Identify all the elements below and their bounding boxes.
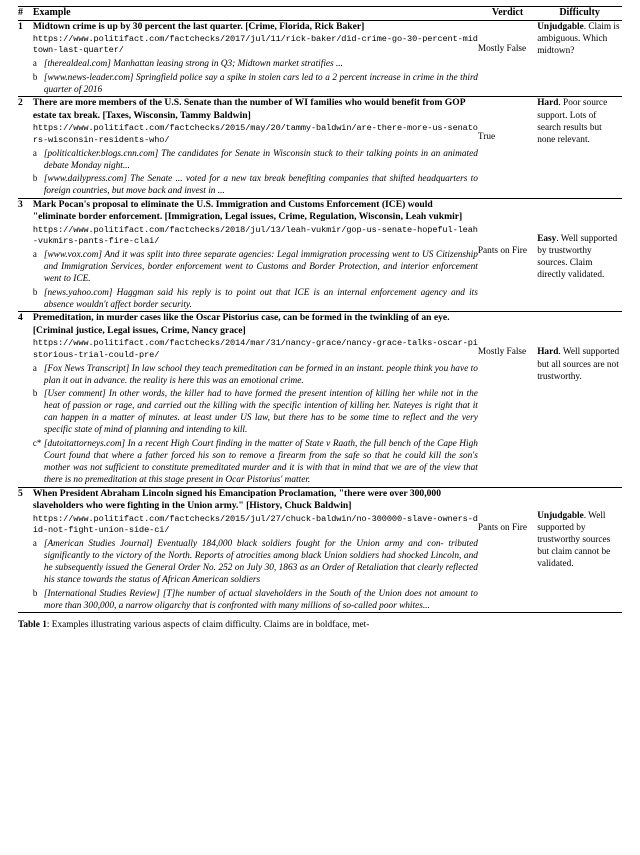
row-index: 2: [18, 97, 23, 109]
evidence-snippet: [33, 287, 478, 311]
row-index: 5: [18, 487, 23, 499]
snippet-text: [www.dailypress.com] The Senate ... voted for a new tax break benefiting companies that shifted headquarters to foreign countries, but move back and invest in ...: [43, 174, 478, 197]
row-difficulty: [537, 20, 622, 97]
evidence-snippet: [33, 173, 478, 197]
table-row: [18, 312, 622, 487]
snippet-label: b: [32, 587, 38, 598]
table-row: [18, 20, 622, 97]
verdict-label: Pants on Fire: [477, 245, 527, 256]
difficulty-level: Unjudgable: [537, 21, 584, 32]
column-header-example: Example: [32, 7, 71, 18]
paper-page: [0, 6, 640, 632]
evidence-snippet: [33, 388, 478, 436]
claim-text: There are more members of the U.S. Senate than the number of WI families who would benefit from GOP estate tax break. [Taxes, Wisconsin, Tammy Baldwin]: [32, 97, 466, 121]
snippet-text: [www.vox.com] And it was split into three separate agencies: Legal immigration processing went to US Citizenship and Immigration Services, border enforcement went to Customs and Border Protection, and interior enforcement went to ICE.: [43, 250, 478, 285]
snippet-text: [news.yahoo.com] Haggman said his reply is to point out that ICE is an internal enforcement agency and its absence wouldn't affect border security.: [43, 287, 478, 310]
difficulty-level: Easy: [537, 233, 557, 244]
row-verdict: [478, 97, 537, 198]
claim-text: Midtown crime is up by 30 percent the last quarter. [Crime, Florida, Rick Baker]: [32, 20, 365, 32]
difficulty-reason: . Poor source support. Lots of search results but none relevant.: [537, 98, 608, 145]
row-index: 4: [18, 312, 23, 324]
evidence-snippet: [33, 72, 478, 96]
evidence-snippet: [33, 58, 478, 70]
claim-text: When President Abraham Lincoln signed his Emancipation Proclamation, "there were over 300,000 slaveholders who were fighting in the Union army." [History, Chuck Baldwin]: [32, 487, 442, 512]
row-example: [33, 20, 478, 97]
row-verdict: [478, 487, 537, 613]
source-url[interactable]: https://www.politifact.com/factchecks/2014/mar/31/nancy-grace/nancy-grace-talks-oscar-pistorious-trial-could-pre/: [32, 338, 478, 360]
snippet-text: [politicalticker.blogs.cnn.com] The candidates for Senate in Wisconsin stuck to their talking points in an animated debate Monday night...: [43, 148, 478, 171]
table-caption: [18, 619, 622, 631]
snippet-label: b: [32, 72, 38, 83]
difficulty-level: Unjudgable: [537, 510, 584, 521]
row-example: [33, 97, 478, 198]
difficulty-text: [537, 312, 622, 382]
snippet-text: [therealdeal.com] Manhattan leasing strong in Q3; Midtown market stratifies ...: [43, 59, 343, 70]
table-row: [18, 198, 622, 312]
claim-text: Premeditation, in murder cases like the Oscar Pistorius case, can be formed in the twinkling of an eye. [Criminal justice, Legal issues, Crime, Nancy grace]: [32, 312, 450, 336]
evidence-snippet: [33, 588, 478, 612]
row-verdict: [478, 312, 537, 487]
difficulty-reason: . Well supported by trustworthy sources. Claim directly validated.: [537, 233, 618, 281]
snippet-label: b: [32, 286, 38, 297]
difficulty-text: [537, 488, 622, 570]
table-row: [18, 97, 622, 198]
table-body: [18, 20, 622, 613]
caption-text: : Examples illustrating various aspects of claim difficulty. Claims are in boldface, met-: [46, 620, 370, 631]
snippet-text: [www.news-leader.com] Springfield police say a spike in stolen cars led to a 2 percent increase in crime in the third quarter of 2016: [43, 72, 478, 95]
difficulty-level: Hard: [537, 98, 559, 109]
verdict-label: True: [477, 132, 496, 143]
row-example: [33, 198, 478, 312]
difficulty-text: [537, 199, 622, 281]
row-difficulty: [537, 487, 622, 613]
snippet-text: [Fox News Transcript] In law school they teach premeditation can be formed in an instant. people think you have to plan it out in advance. the reality is here this was an emotional crime.: [43, 363, 478, 386]
evidence-snippet: [33, 538, 478, 586]
evidence-snippet: [33, 249, 478, 285]
row-difficulty: [537, 312, 622, 487]
verdict-label: Mostly False: [477, 43, 527, 54]
row-example: [33, 487, 478, 613]
column-header-index: #: [18, 7, 23, 18]
table-header-row: [18, 7, 622, 21]
snippet-text: [User comment] In other words, the killer had to have formed the present intention of killing her while not in the heat of passion or rage, and carried out the killing with the specific intention of killing her. Nateyes is right that it can happen in a matter of minutes. at least under US law, but there has to be some time to reflect and the very specific state of mind of planning and intending to kill.: [43, 389, 478, 436]
difficulty-text: [537, 21, 622, 57]
snippet-text: [dutoitattorneys.com] In a recent High Court finding in the matter of State v Raath, the full bench of the Cape High Court found that where a father forced his son to remove a firearm from the safe so that he could kill the son's mother was not sufficient to constitute premeditated murder and it is with that in mind that we are of the view that there is no premeditation at this stage present in Ocar Pistorius' matter.: [43, 439, 478, 486]
difficulty-level: Hard: [537, 347, 559, 358]
snippet-label: a: [32, 147, 37, 158]
source-url[interactable]: https://www.politifact.com/factchecks/2018/jul/13/leah-vukmir/gop-us-senate-hopeful-leah-vukmirs-pants-fire-clai/: [32, 224, 478, 247]
caption-label: Table 1: [18, 620, 47, 631]
snippet-label: a: [32, 249, 37, 260]
column-header-verdict: Verdict: [491, 7, 524, 18]
snippet-label: b: [32, 173, 38, 184]
snippet-label: a: [32, 58, 37, 69]
verdict-label: Pants on Fire: [477, 522, 527, 533]
row-verdict: [478, 198, 537, 312]
source-url[interactable]: https://www.politifact.com/factchecks/2015/may/20/tammy-baldwin/are-there-more-us-senators-wisconsin-residents-who/: [32, 123, 478, 145]
row-index: 1: [18, 20, 23, 32]
row-example: [33, 312, 478, 487]
difficulty-reason: . Well supported by trustworthy sources but claim cannot be validated.: [537, 510, 611, 570]
source-url[interactable]: https://www.politifact.com/factchecks/2017/jul/11/rick-baker/did-crime-go-30-percent-midtown-last-quarter/: [32, 34, 478, 56]
verdict-label: Mostly False: [477, 347, 527, 358]
examples-table: [18, 6, 622, 613]
evidence-snippet: [33, 148, 478, 172]
row-difficulty: [537, 97, 622, 198]
evidence-snippet: [33, 363, 478, 387]
difficulty-reason: . Claim is ambiguous. Which midtown?: [537, 21, 620, 56]
row-difficulty: [537, 198, 622, 312]
source-url[interactable]: https://www.politifact.com/factchecks/2015/jul/27/chuck-baldwin/no-300000-slave-owners-did-not-fight-union-side-ci/: [32, 513, 478, 536]
column-header-difficulty: Difficulty: [559, 7, 600, 18]
snippet-label: a: [32, 538, 37, 549]
snippet-text: [American Studies Journal] Eventually 184,000 black soldiers fought for the Union army and con- tributed significantly to the victory of the North. Reports of atrocities among black Union soldiers had shocked Lincoln, and he subsequently issued the General Order No. 252 on July 30, 1863 as an Order of Retaliation that clearly reflected his stance towards the status of African American soldiers: [43, 538, 478, 586]
table-row: [18, 487, 622, 613]
row-verdict: [478, 20, 537, 97]
evidence-snippet: [33, 438, 478, 486]
snippet-label: c*: [32, 438, 42, 449]
row-index: 3: [18, 198, 23, 210]
difficulty-text: [537, 97, 622, 145]
difficulty-reason: . Well supported but all sources are not trustworthy.: [537, 347, 620, 382]
snippet-text: [International Studies Review] [T]he number of actual slaveholders in the South of the Union does not amount to more than 300,000, a narrow oligarchy that is confronted with many millions of so-called poor whites...: [43, 588, 478, 611]
claim-text: Mark Pocan's proposal to eliminate the U.S. Immigration and Customs Enforcement (ICE) would "eliminate border enforcement. [Immigration, Legal issues, Crime, Regulation, Wisconsin, Leah vukmir]: [32, 198, 463, 223]
table-header: [18, 7, 622, 21]
snippet-label: a: [32, 362, 37, 373]
snippet-label: b: [32, 388, 38, 399]
